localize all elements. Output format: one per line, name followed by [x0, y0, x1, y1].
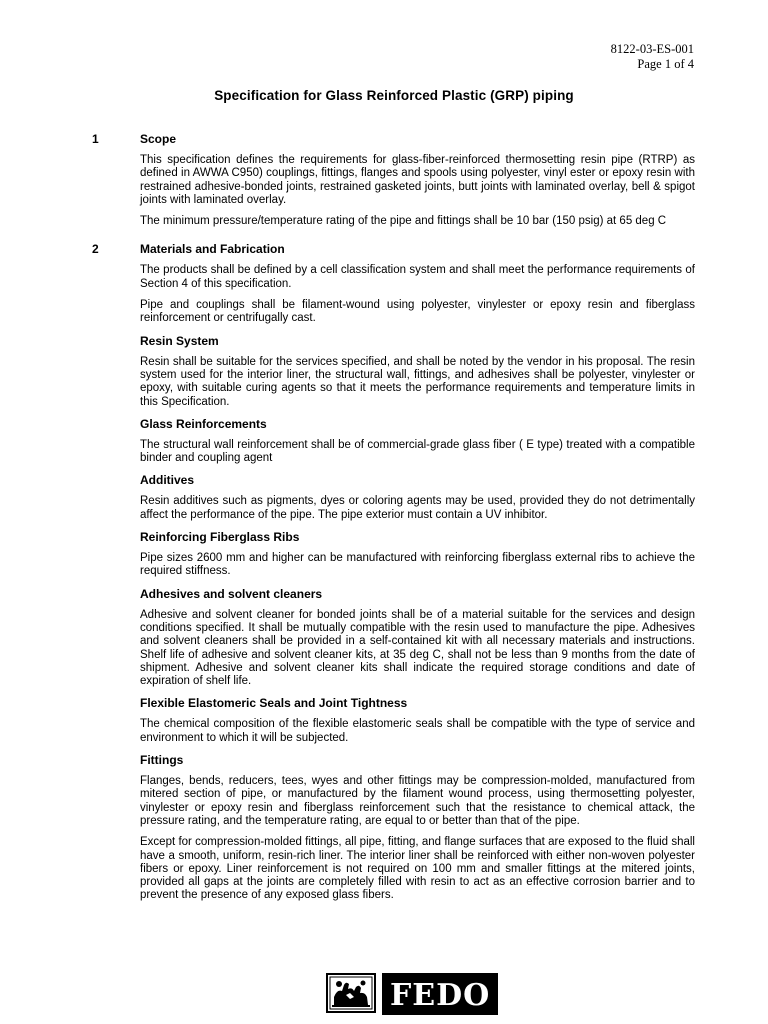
- paragraph: This specification defines the requirements for glass-fiber-reinforced thermosetting resin pipe (RTRP) as defined in AWWA C950) couplings, fittings, flanges and spools using polyester, vinyl ester or epoxy resin with restrained adhesive-bonded joints, restrained gasketed joints, butt joints with laminated overlay, bell & spigot joints with laminated overlay.: [140, 154, 695, 206]
- section-number: 1: [92, 132, 99, 146]
- subsection-heading: Glass Reinforcements: [140, 416, 267, 431]
- logo-wordmark: FEDO: [382, 973, 498, 1015]
- section-body: [140, 146, 695, 228]
- section-heading: [92, 242, 695, 256]
- company-logo: [326, 973, 498, 1015]
- subsection-heading: Additives: [140, 473, 195, 488]
- document-title: Specification for Glass Reinforced Plastic (GRP) piping: [214, 88, 574, 103]
- paragraph: The chemical composition of the flexible elastomeric seals shall be compatible with the type of service and environment to which it will be subjected.: [140, 718, 695, 744]
- paragraph: The products shall be defined by a cell classification system and shall meet the performance requirements of Section 4 of this specification.: [140, 264, 695, 290]
- document-body: [92, 132, 695, 903]
- paragraph: Flanges, bends, reducers, tees, wyes and other fittings may be compression-molded, manufactured from mitered section of pipe, or manufactured by the filament wound process, using thermosetting polyester, vinylester or epoxy resin and fiberglass reinforcement such that the resistance to chemical attack, the pressure rating, and the temperature rating, are equal to or better than that of the pipe.: [140, 775, 695, 827]
- subsection-heading: Reinforcing Fiberglass Ribs: [140, 530, 300, 545]
- document-reference: [611, 42, 694, 72]
- section-title: Materials and Fabrication: [140, 242, 285, 257]
- paragraph: Adhesive and solvent cleaner for bonded joints shall be of a material suitable for the services and design conditions specified. It shall be mutually compatible with the resin used to manufacture the pipe. Adhesives and solvent cleaners shall be provided in a self-contained kit with all necessary materials and instructions. Shelf life of adhesive and solvent cleaner kits, at 35 deg C, shall not be less than 9 months from the date of shipment. Adhesive and solvent cleaner kits shall indicate the required storage conditions and date of expiration of shelf life.: [140, 608, 695, 688]
- subsection-heading: Resin System: [140, 333, 219, 348]
- section-number: 2: [92, 242, 99, 257]
- subsection-heading: Flexible Elastomeric Seals and Joint Tightness: [140, 696, 408, 711]
- section-body: [140, 256, 695, 902]
- document-number: 8122-03-ES-001: [610, 42, 694, 56]
- page-indicator: Page 1 of 4: [637, 57, 694, 71]
- section-title: Scope: [140, 132, 177, 146]
- paragraph: Except for compression-molded fittings, all pipe, fitting, and flange surfaces that are exposed to the fluid shall have a smooth, uniform, resin-rich liner. The interior liner shall be reinforced with either non-woven polyester fibers or epoxy. Liner reinforcement is not required on 100 mm and smaller fittings at the mitered joints, provided all gaps at the joints are completely filled with resin to act as an effective corrosion barrier and to prevent the presence of any exposed glass fibers.: [140, 836, 695, 902]
- subsection-heading: Fittings: [140, 753, 184, 768]
- paragraph: Resin additives such as pigments, dyes or coloring agents may be used, provided they do not detrimentally affect the performance of the pipe. The pipe exterior must contain a UV inhibitor.: [140, 495, 695, 521]
- paragraph: Resin shall be suitable for the services specified, and shall be noted by the vendor in his proposal. The resin system used for the interior liner, the structural wall, fittings, and adhesives shall be polyester, vinylester or epoxy, with suitable curing agents so that it meets the performance requirements and temperature limits in this Specification.: [140, 355, 695, 408]
- paragraph: The structural wall reinforcement shall be of commercial-grade glass fiber ( E type) treated with a compatible binder and coupling agent: [140, 438, 695, 465]
- paragraph: Pipe sizes 2600 mm and higher can be manufactured with reinforcing fiberglass external ribs to achieve the required stiffness.: [140, 552, 695, 578]
- paragraph: The minimum pressure/temperature rating of the pipe and fittings shall be 10 bar (150 psig) at 65 deg C: [140, 215, 667, 228]
- fedo-emblem-icon: [326, 973, 376, 1013]
- subsection-heading: Adhesives and solvent cleaners: [140, 586, 323, 601]
- paragraph: Pipe and couplings shall be filament-wound using polyester, vinylester or epoxy resin and fiberglass reinforcement or centrifugally cast.: [140, 299, 695, 325]
- section-heading: [92, 132, 695, 146]
